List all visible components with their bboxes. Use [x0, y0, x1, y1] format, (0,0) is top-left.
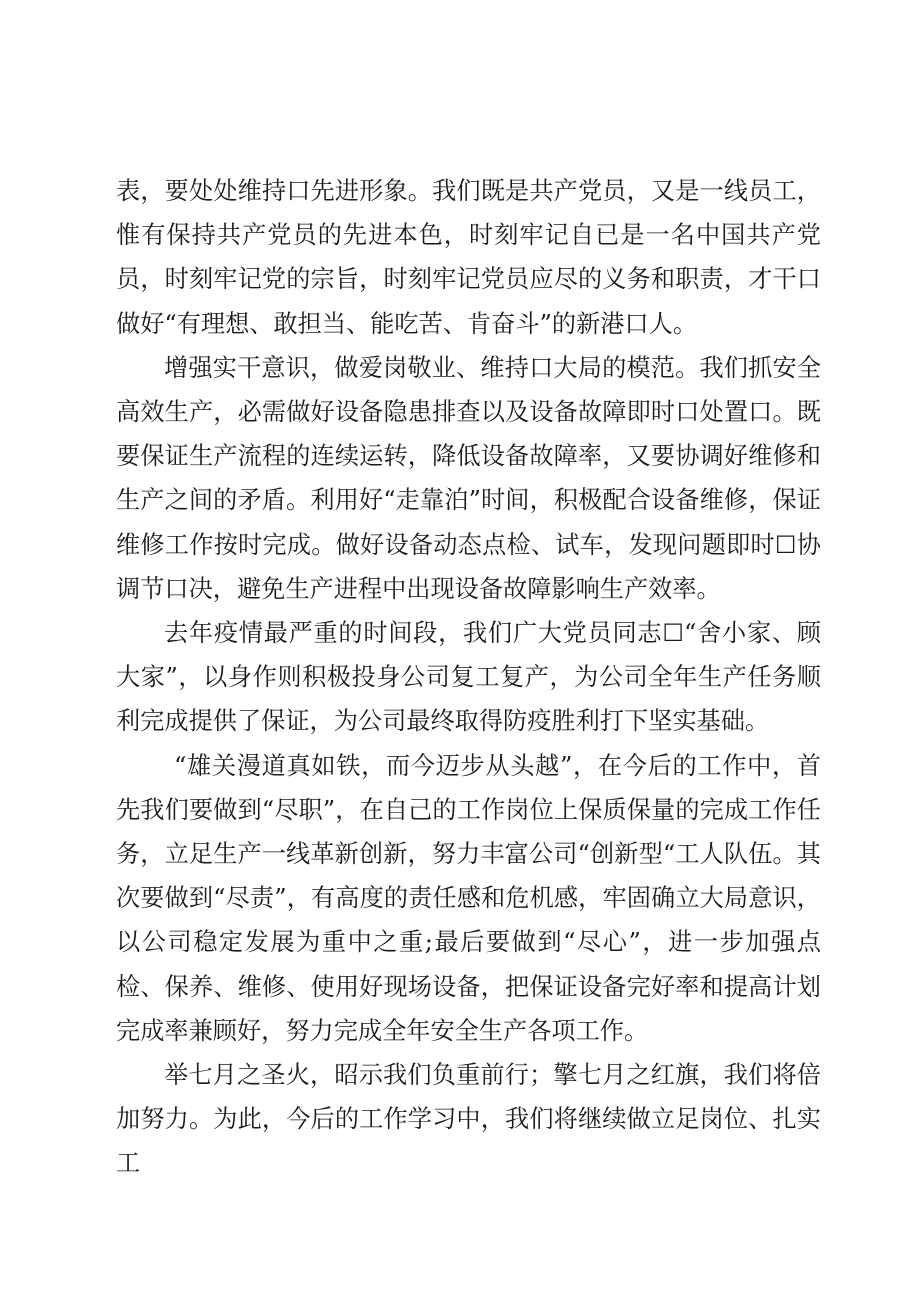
paragraph-continuation: 表，要处处维持口先进形象。我们既是共产党员，又是一线员工，惟有保持共产党员的先进本色，时刻牢记自已是一名中国共产党员，时刻牢记党的宗旨，时刻牢记党员应尽的义务和职责，才干口做好“有理想、敢担当、能吃苦、肯奋斗”的新港口人。	[116, 177, 821, 338]
document-body	[116, 169, 821, 1186]
paragraph-july-flame: 举七月之圣火，昭示我们负重前行；擎七月之红旗，我们将倍加努力。为此，今后的工作学习中，我们将继续做立足岗位、扎实工	[116, 1061, 821, 1178]
paragraph-practical-awareness: 增强实干意识，做爱岗敬业、维持口大局的模范。我们抓安全高效生产，必需做好设备隐患排查以及设备故障即时口处置口。既要保证生产流程的连续运转，降低设备故障率，又要协调好维修和生产之间的矛盾。利用好“走靠泊”时间，积极配合设备维修，保证维修工作按时完成。做好设备动态点检、试车，发现问题即时☐协调节口决，避免生产进程中出现设备故障影响生产效率。	[116, 353, 821, 603]
paragraph-future-work: “雄关漫道真如铁，而今迈步从头越”，在今后的工作中，首先我们要做到“尽职”，在自己的工作岗位上保质保量的完成工作任务，立足生产一线革新创新，努力丰富公司“创新型“工人队伍。其次要做到“尽责”，有高度的责任感和危机感，牢固确立大局意识，以公司稳定发展为重中之重;最后要做到“尽心”，进一步加强点检、保养、维修、使用好现场设备，把保证设备完好率和提高计划完成率兼顾好，努力完成全年安全生产各项工作。	[116, 751, 821, 1045]
paragraph-epidemic: 去年疫情最严重的时间段，我们广大党员同志☐“舍小家、顾大家”，以身作则积极投身公司复工复产，为公司全年生产任务顺利完成提供了保证，为公司最终取得防疫胜利打下坚实基础。	[116, 619, 821, 736]
